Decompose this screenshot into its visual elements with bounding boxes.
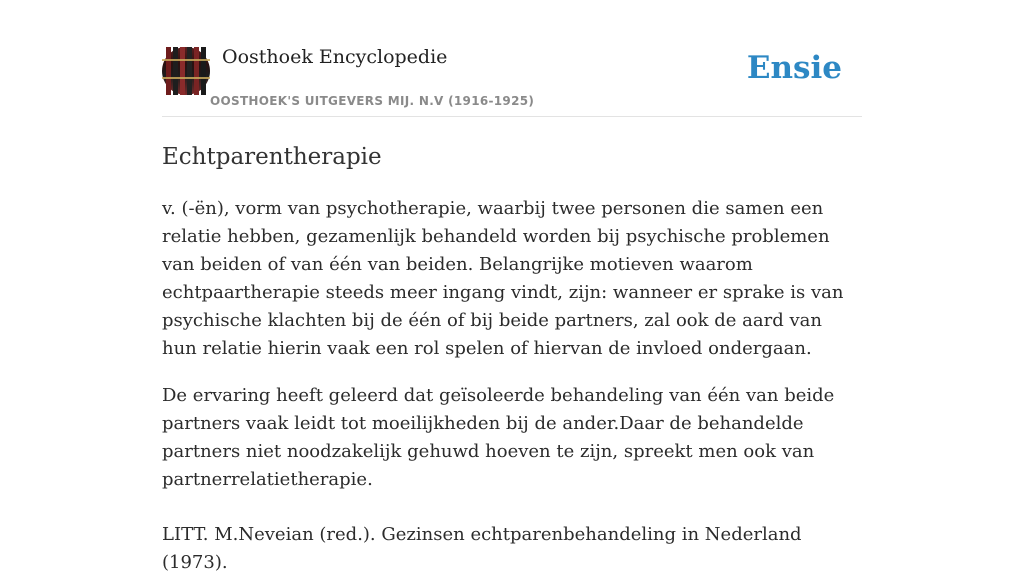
literature-reference: LITT. M.Neveian (red.). Gezinsen echtparenbehandeling in Nederland (1973). (162, 524, 802, 573)
ensie-logo-link[interactable]: Ensie (746, 50, 842, 86)
entry-paragraph: De ervaring heeft geleerd dat geïsoleerde behandeling van één van beide partners vaak leidt tot moeilijkheden bij de ander.Daar de behandelde partners niet noodzakelijk gehuwd hoeven te zijn, spreekt men ook van partnerrelatietherapie. (162, 385, 835, 490)
entry-title: Echtparentherapie (162, 144, 382, 170)
entry-paragraph: v. (-ën), vorm van psychotherapie, waarbij twee personen die samen een relatie hebben, gezamenlijk behandeld worden bij psychische problemen van beiden of van één van beiden. Belangrijke motieven waarom echtpaartherapie steeds meer ingang vindt, zijn: wanneer er sprake is van psychische klachten bij de één of bij beide partners, zal ook de aard van hun relatie hierin vaak een rol spelen of hiervan de invloed ondergaan. (162, 198, 844, 359)
entry-header (162, 0, 862, 117)
encyclopedia-books-icon[interactable] (162, 47, 210, 95)
source-title[interactable]: Oosthoek Encyclopedie (222, 46, 448, 68)
source-subtitle: OOSTHOEK'S UITGEVERS MIJ. N.V (1916-1925) (210, 94, 535, 108)
entry-page (162, 0, 862, 573)
entry-body (162, 195, 862, 577)
